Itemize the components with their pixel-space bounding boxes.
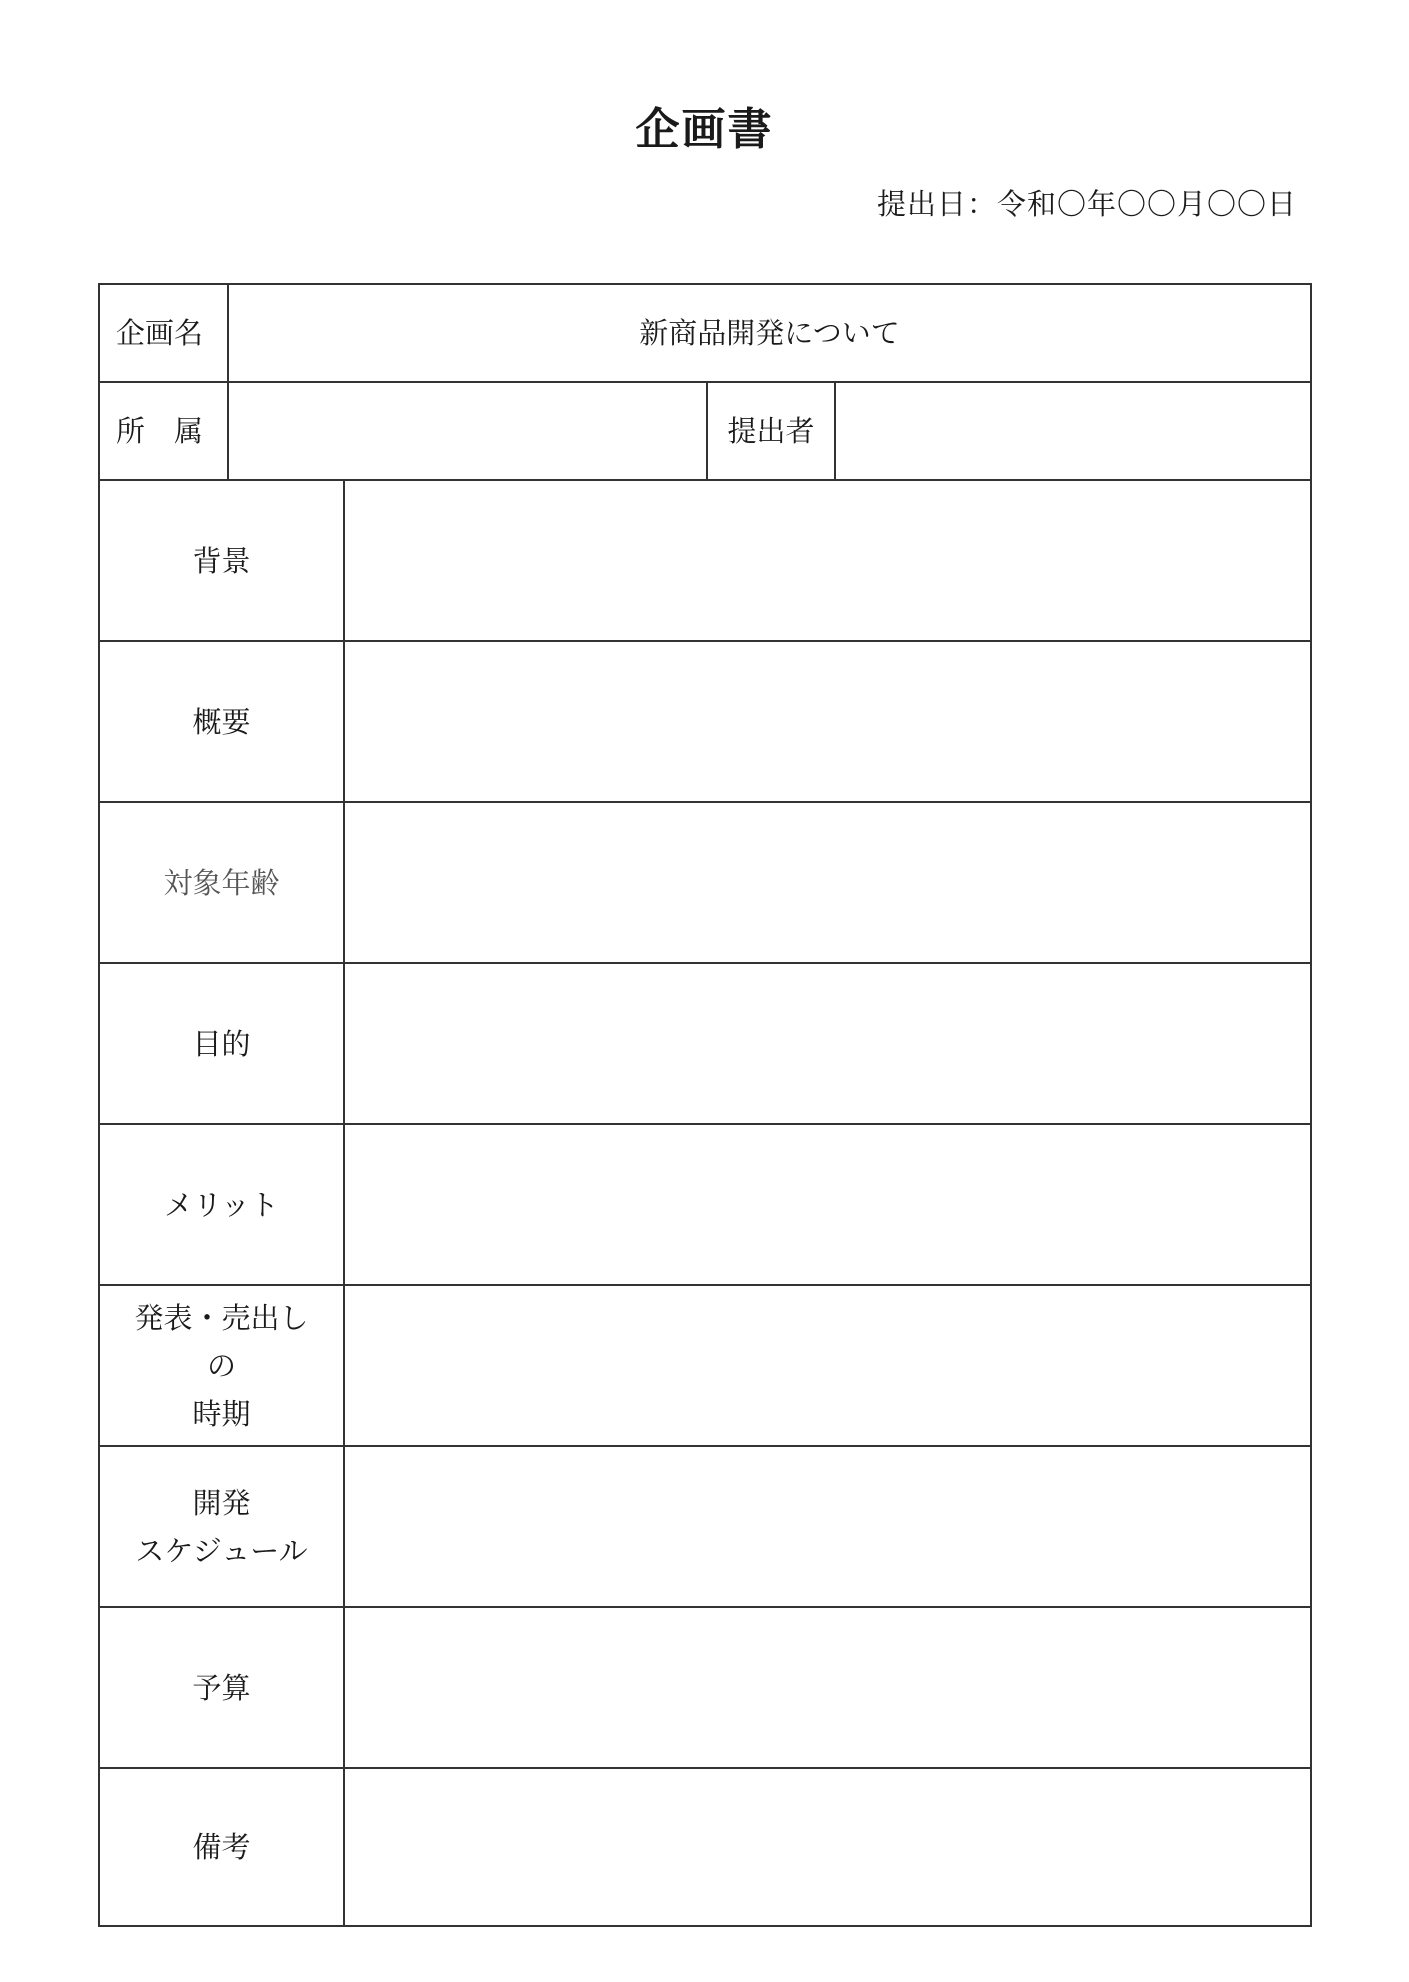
- section-field[interactable]: [345, 964, 1310, 1123]
- section-field[interactable]: [345, 1286, 1310, 1445]
- section-label-line: 時期: [192, 1396, 251, 1431]
- section-field[interactable]: [345, 1769, 1310, 1925]
- submitter-field[interactable]: [836, 383, 1310, 479]
- section-row-schedule: [100, 1447, 1310, 1608]
- section-label: 備考: [100, 1769, 345, 1925]
- section-field[interactable]: [345, 642, 1310, 801]
- department-row: [100, 383, 1310, 481]
- section-label: 予算: [100, 1608, 345, 1767]
- section-row-notes: [100, 1769, 1310, 1925]
- department-label: 所 属: [100, 383, 229, 479]
- section-label: 対象年齢: [100, 803, 345, 962]
- section-label: [100, 1447, 345, 1606]
- section-label: メリット: [100, 1125, 345, 1284]
- section-label: 概要: [100, 642, 345, 801]
- section-field[interactable]: [345, 481, 1310, 640]
- section-row-purpose: [100, 964, 1310, 1125]
- section-label: 目的: [100, 964, 345, 1123]
- section-label-line: の: [206, 1348, 236, 1383]
- submit-date: 提出日：令和〇年〇〇月〇〇日: [876, 187, 1297, 221]
- section-row-merit: [100, 1125, 1310, 1286]
- submitter-label: 提出者: [708, 383, 836, 479]
- section-label-line: 発表・売出し: [134, 1300, 309, 1335]
- section-row-release-timing: [100, 1286, 1310, 1447]
- section-label: [100, 1286, 345, 1445]
- plan-name-label: 企画名: [100, 285, 229, 381]
- section-field[interactable]: [345, 1447, 1310, 1606]
- section-row-budget: [100, 1608, 1310, 1769]
- section-label: 背景: [100, 481, 345, 640]
- section-row-target-age: [100, 803, 1310, 964]
- section-field[interactable]: [345, 1125, 1310, 1284]
- department-field[interactable]: [229, 383, 708, 479]
- section-field[interactable]: [345, 1608, 1310, 1767]
- section-label-line: スケジュール: [135, 1533, 308, 1568]
- section-label-line: 開発: [192, 1485, 251, 1520]
- page-title: 企画書: [635, 104, 774, 155]
- plan-name-field[interactable]: 新商品開発について: [639, 316, 900, 350]
- plan-name-row: [100, 285, 1310, 383]
- plan-form-table: [98, 283, 1312, 1927]
- section-field[interactable]: [345, 803, 1310, 962]
- section-row-background: [100, 481, 1310, 642]
- section-row-overview: [100, 642, 1310, 803]
